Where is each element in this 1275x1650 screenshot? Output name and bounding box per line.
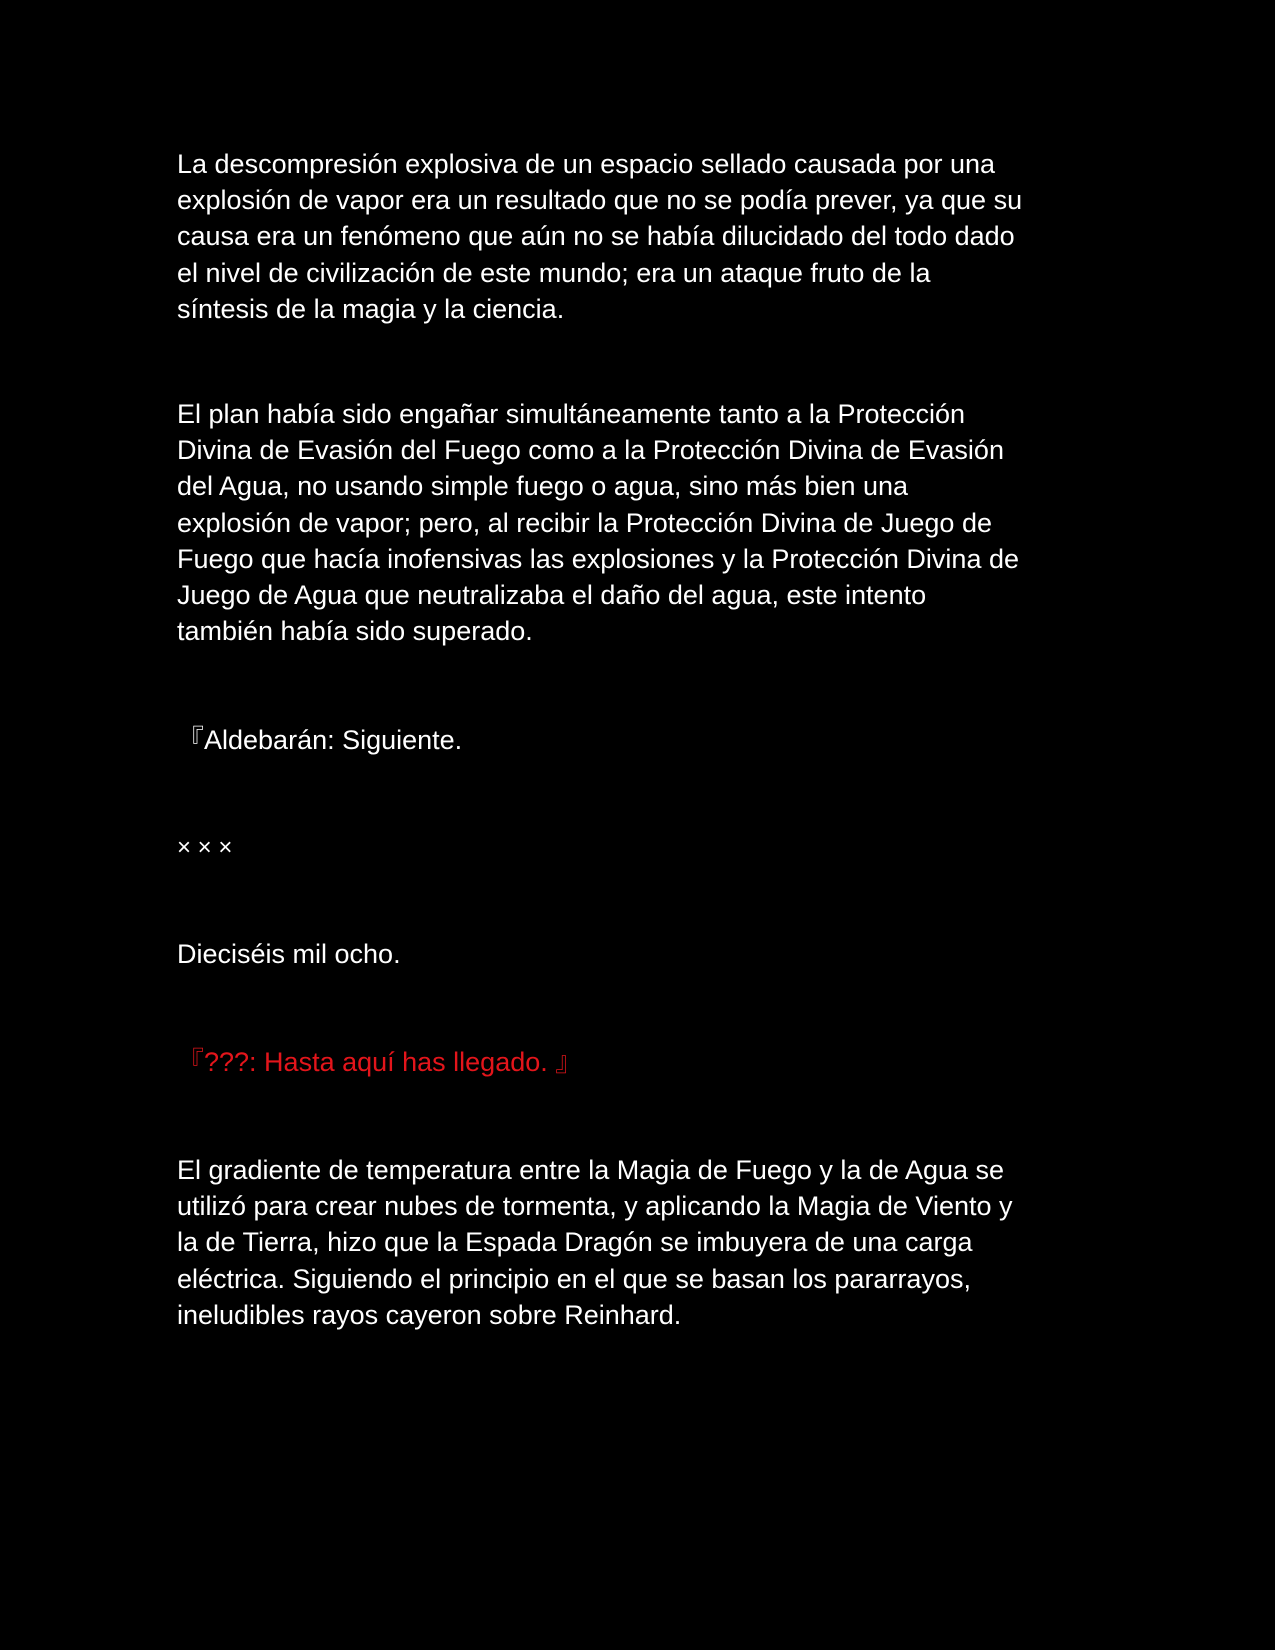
- dialogue-aldebaran: 『Aldebarán: Siguiente.: [177, 725, 463, 755]
- scene-break: × × ×: [177, 834, 233, 861]
- paragraph-lightning-strike: El gradiente de temperatura entre la Magia de Fuego y la de Agua se utilizó para crear nubes de tormenta, y aplicando la Magia de Viento y la de Tierra, hizo que la Espada Dragón se imbuyera de una carga eléctrica. Siguiendo el principio en el que se basan los pararrayos, ineludibles rayos cayeron sobre Reinhard.: [177, 1155, 1013, 1330]
- paragraph-divine-protections: El plan había sido engañar simultáneamente tanto a la Protección Divina de Evasión del Fuego como a la Protección Divina de Evasión del Agua, no usando simple fuego o agua, sino más bien una explosión de vapor; pero, al recibir la Protección Divina de Juego de Fuego que hacía inofensivas las explosiones y la Protección Divina de Juego de Agua que neutralizaba el daño del agua, este intento también había sido superado.: [177, 399, 1019, 647]
- dialogue-unknown-speaker: 『???: Hasta aquí has llegado. 』: [177, 1047, 583, 1077]
- paragraph-explosive-decompression: La descompresión explosiva de un espacio sellado causada por una explosión de vapor era un resultado que no se podía prever, ya que su causa era un fenómeno que aún no se había dilucidado del todo dado el nivel de civilización de este mundo; era un ataque fruto de la síntesis de la magia y la ciencia.: [177, 149, 1023, 324]
- count-line: Dieciséis mil ocho.: [177, 939, 401, 969]
